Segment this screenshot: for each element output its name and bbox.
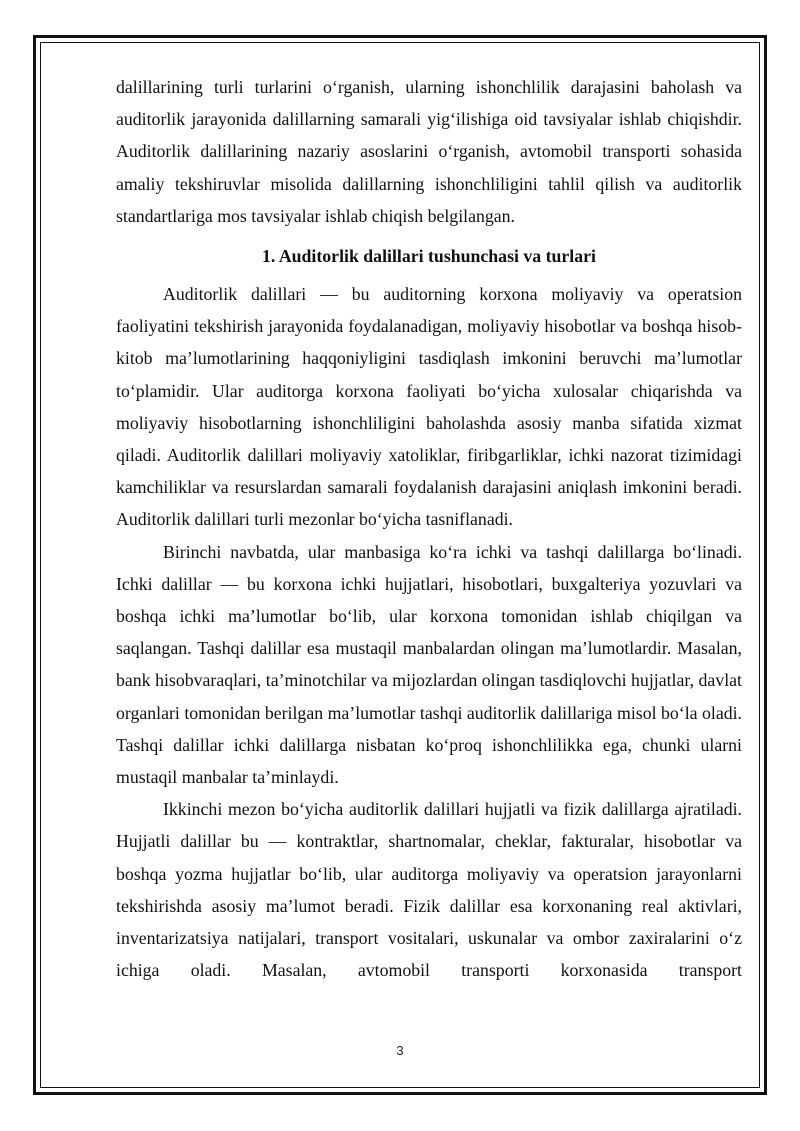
body-paragraph-2: Birinchi navbatda, ular manbasiga ko‘ra ichki va tashqi dalillarga bo‘linadi. Ichki dalillar — bu korxona ichki hujjatlari, hisobotlari, buxgalteriya yozuvlari va boshqa ichki ma’lumotlar bo‘lib, ular korxona tomonidan ishlab chiqilgan va saqlangan. Tashqi dalillar esa mustaqil manbalardan olingan ma’lumotlardir. Masalan, bank hisobvaraqlari, ta’minotchilar va mijozlardan olingan tasdiqlovchi hujjatlar, davlat organlari tomonidan berilgan ma’lumotlar tashqi auditorlik dalillariga misol bo‘la oladi. Tashqi dalillar ichki dalillarga nisbatan ko‘proq ishonchlilikka ega, chunki ularni mustaqil manbalar ta’minlaydi. [116,541,742,788]
section-heading: 1. Auditorlik dalillari tushunchasi va turlari [262,246,596,267]
page-number: 3 [396,1043,404,1058]
body-paragraph-1: Auditorlik dalillari — bu auditorning korxona moliyaviy va operatsion faoliyatini tekshirish jarayonida foydalanadigan, moliyaviy hisobotlar va boshqa hisob-kitob ma’lumotlarining haqqoniyligini tasdiqlash imkonini beruvchi ma’lumotlar to‘plamidir. Ular auditorga korxona faoliyati bo‘yicha xulosalar chiqarishda va moliyaviy hisobotlarning ishonchliligini baholashda asosiy manba sifatida xizmat qiladi. Auditorlik dalillari moliyaviy xatoliklar, firibgarliklar, ichki nazorat tizimidagi kamchiliklar va resurslardan samarali foydalanish darajasini aniqlash imkonini beradi. Auditorlik dalillari turli mezonlar bo‘yicha tasniflanadi. [116,284,742,530]
document-body [116,71,742,986]
body-paragraph-3: Ikkinchi mezon bo‘yicha auditorlik dalillari hujjatli va fizik dalillarga ajratiladi. Hujjatli dalillar bu — kontraktlar, shartnomalar, cheklar, fakturalar, hisobotlar va boshqa yozma hujjatlar bo‘lib, ular auditorga moliyaviy va operatsion jarayonlarni tekshirishda asosiy ma’lumot beradi. Fizik dalillar esa korxonaning real aktivlari, inventarizatsiya natijalari, transport vositalari, uskunalar va ombor zaxiralarini o‘z ichiga oladi. Masalan, avtomobil transporti korxonasida transport [116,799,742,981]
intro-paragraph: dalillarining turli turlarini o‘rganish, ularning ishonchlilik darajasini baholash va auditorlik jarayonida dalillarning samarali yig‘ilishiga oid tavsiyalar ishlab chiqishdir. Auditorlik dalillarining nazariy asoslarini o‘rganish, avtomobil transporti sohasida amaliy tekshiruvlar misolida dalillarning ishonchliligini tahlil qilish va auditorlik standartlariga mos tavsiyalar ishlab chiqish belgilangan. [116,77,742,226]
